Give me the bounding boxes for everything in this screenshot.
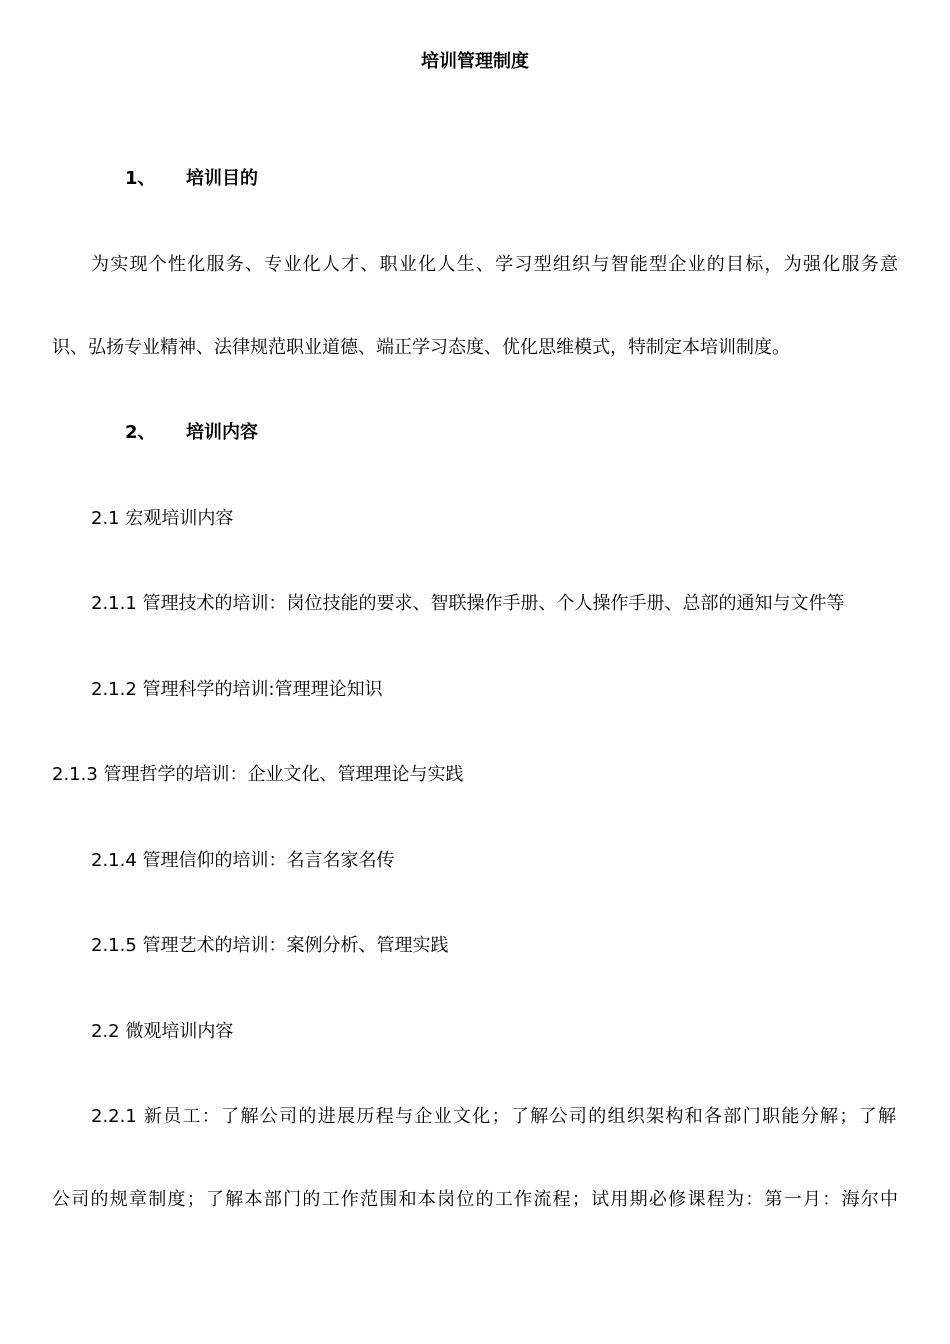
new-employee-line-2: 公司的规章制度；了解本部门的工作范围和本岗位的工作流程；试用期必修课程为：第一月：海尔中 — [52, 1189, 898, 1210]
item-2-1-2: 2.1.2 管理科学的培训:管理理论知识 — [91, 679, 383, 700]
new-employee-line-1: 2.2.1 新员工：了解公司的进展历程与企业文化；了解公司的组织架构和各部门职能分解；了解 — [91, 1106, 896, 1127]
document-title: 培训管理制度 — [421, 51, 529, 72]
item-2-1-4: 2.1.4 管理信仰的培训：名言名家名传 — [91, 850, 395, 871]
purpose-paragraph-line-2: 识、弘扬专业精神、法律规范职业道德、端正学习态度、优化思维模式，特制定本培训制度。 — [52, 337, 790, 358]
item-2-1-5: 2.1.5 管理艺术的培训：案例分析、管理实践 — [91, 935, 449, 956]
section-heading-content — [125, 421, 258, 445]
section-heading-purpose — [125, 167, 258, 191]
purpose-paragraph-line-1: 为实现个性化服务、专业化人才、职业化人生、学习型组织与智能型企业的目标，为强化服务意 — [91, 254, 898, 275]
item-2-2: 2.2 微观培训内容 — [91, 1021, 234, 1042]
section-number: 1、 — [125, 168, 156, 189]
section-title: 培训内容 — [186, 422, 258, 443]
section-title: 培训目的 — [186, 168, 258, 189]
section-number: 2、 — [125, 422, 156, 443]
item-2-1-1: 2.1.1 管理技术的培训：岗位技能的要求、智联操作手册、个人操作手册、总部的通知与文件等 — [91, 593, 845, 614]
item-2-1: 2.1 宏观培训内容 — [91, 508, 234, 529]
item-2-1-3: 2.1.3 管理哲学的培训：企业文化、管理理论与实践 — [52, 764, 464, 785]
